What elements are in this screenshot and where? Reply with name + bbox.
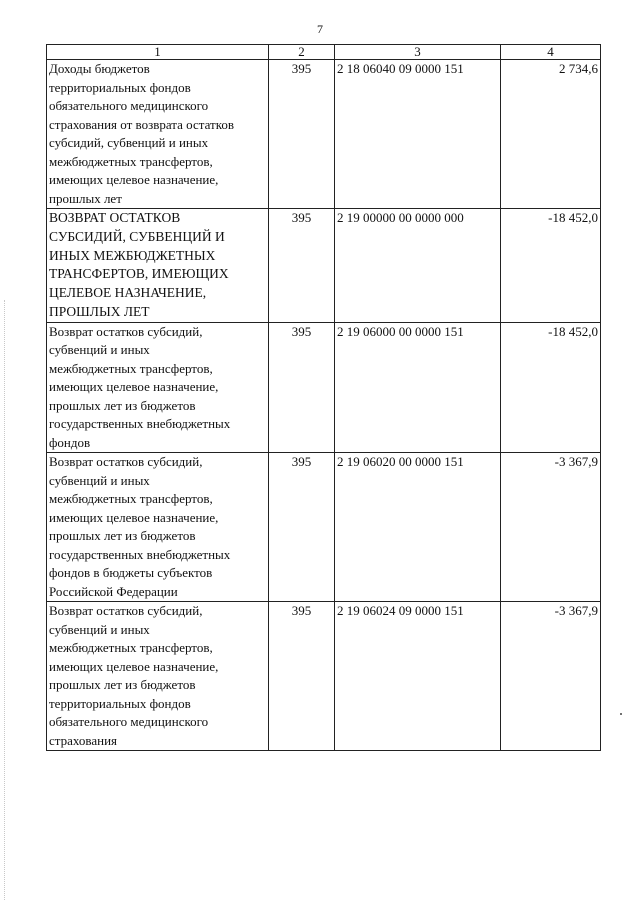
name-line: имеющих целевое назначение, bbox=[49, 509, 219, 525]
table-row bbox=[47, 322, 601, 453]
name-line: ВОЗВРАТ ОСТАТКОВ bbox=[49, 210, 181, 225]
table-row bbox=[47, 602, 601, 751]
name-line: государственных внебюджетных bbox=[49, 546, 231, 562]
admin-code-cell: 395 bbox=[269, 209, 335, 323]
name-line: прошлых лет из бюджетов bbox=[49, 528, 196, 544]
table-row bbox=[47, 60, 601, 209]
row-name-cell bbox=[47, 209, 269, 323]
name-line: ИНЫХ МЕЖБЮДЖЕТНЫХ bbox=[49, 247, 216, 263]
name-line: прошлых лет из бюджетов bbox=[49, 397, 196, 413]
name-line: фондов bbox=[49, 434, 91, 450]
scan-dot bbox=[620, 713, 622, 715]
name-line: ЦЕЛЕВОЕ НАЗНАЧЕНИЕ, bbox=[49, 285, 207, 301]
budget-code-cell: 2 19 06024 09 0000 151 bbox=[335, 602, 501, 751]
name-line: имеющих целевое назначение, bbox=[49, 658, 219, 674]
name-line: государственных внебюджетных bbox=[49, 416, 231, 432]
budget-code-cell: 2 18 06040 09 0000 151 bbox=[335, 60, 501, 209]
table-row bbox=[47, 209, 601, 323]
table-row bbox=[47, 453, 601, 602]
name-line: Возврат остатков субсидий, bbox=[49, 323, 203, 339]
name-line: страхования от возврата остатков bbox=[49, 116, 234, 132]
column-header-4: 4 bbox=[501, 45, 601, 60]
admin-code-cell: 395 bbox=[269, 453, 335, 602]
admin-code-cell: 395 bbox=[269, 322, 335, 453]
name-line: межбюджетных трансфертов, bbox=[49, 360, 213, 376]
scan-edge-artifact bbox=[4, 300, 6, 900]
page-number: 7 bbox=[317, 22, 323, 36]
budget-code-cell: 2 19 06000 00 0000 151 bbox=[335, 322, 501, 453]
name-line: субвенций и иных bbox=[49, 342, 150, 358]
name-line: межбюджетных трансфертов, bbox=[49, 153, 213, 169]
amount-cell: -18 452,0 bbox=[501, 322, 601, 453]
name-line: обязательного медицинского bbox=[49, 98, 209, 113]
admin-code-cell: 395 bbox=[269, 60, 335, 209]
name-line: прошлых лет из бюджетов bbox=[49, 677, 196, 693]
name-line: ПРОШЛЫХ ЛЕТ bbox=[49, 303, 150, 319]
row-name-cell bbox=[47, 453, 269, 602]
budget-code-cell: 2 19 06020 00 0000 151 bbox=[335, 453, 501, 602]
amount-cell: 2 734,6 bbox=[501, 60, 601, 209]
budget-code-cell: 2 19 00000 00 0000 000 bbox=[335, 209, 501, 323]
column-header-2: 2 bbox=[269, 45, 335, 60]
column-header-3: 3 bbox=[335, 45, 501, 60]
name-line: субвенций и иных bbox=[49, 472, 150, 488]
budget-table bbox=[46, 44, 601, 751]
name-line: имеющих целевое назначение, bbox=[49, 172, 219, 187]
name-line: СУБСИДИЙ, СУБВЕНЦИЙ И bbox=[49, 228, 225, 244]
column-header-1: 1 bbox=[47, 45, 269, 60]
name-line: фондов в бюджеты субъектов bbox=[49, 565, 213, 581]
name-line: Возврат остатков субсидий, bbox=[49, 603, 203, 619]
name-line: имеющих целевое назначение, bbox=[49, 379, 219, 395]
name-line: Российской Федерации bbox=[49, 583, 178, 599]
name-line: обязательного медицинского bbox=[49, 714, 209, 730]
header-row bbox=[47, 45, 601, 60]
name-line: страхования bbox=[49, 732, 118, 748]
row-name-cell bbox=[47, 602, 269, 751]
name-line: Доходы бюджетов bbox=[49, 61, 150, 76]
name-line: ТРАНСФЕРТОВ, ИМЕЮЩИХ bbox=[49, 266, 229, 282]
name-line: субвенций и иных bbox=[49, 621, 150, 637]
amount-cell: -3 367,9 bbox=[501, 602, 601, 751]
name-line: Возврат остатков субсидий, bbox=[49, 454, 203, 470]
amount-cell: -3 367,9 bbox=[501, 453, 601, 602]
row-name-cell bbox=[47, 60, 269, 209]
table-header bbox=[47, 45, 601, 60]
name-line: территориальных фондов bbox=[49, 695, 191, 711]
name-line: межбюджетных трансфертов, bbox=[49, 491, 213, 507]
name-line: территориальных фондов bbox=[49, 79, 191, 95]
name-line: субсидий, субвенций и иных bbox=[49, 135, 209, 150]
amount-cell: -18 452,0 bbox=[501, 209, 601, 323]
admin-code-cell: 395 bbox=[269, 602, 335, 751]
name-line: межбюджетных трансфертов, bbox=[49, 640, 213, 656]
name-line: прошлых лет bbox=[49, 190, 122, 206]
row-name-cell bbox=[47, 322, 269, 453]
